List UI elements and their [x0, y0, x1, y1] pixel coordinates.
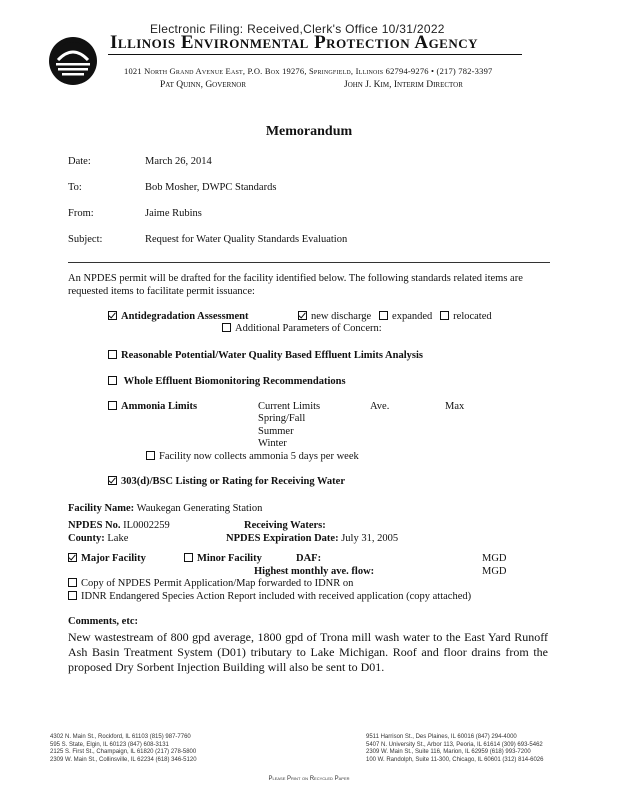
whole-effluent-checkbox[interactable]	[108, 376, 117, 385]
daf-unit: MGD	[482, 553, 507, 564]
additional-parameters-checkbox[interactable]	[222, 323, 231, 332]
footer-left-line: 4302 N. Main St., Rockford, IL 61103 (815) 987-7760	[50, 734, 191, 740]
agency-logo	[48, 36, 98, 86]
to-label: To:	[68, 182, 82, 193]
county-label: County:	[68, 533, 105, 544]
footer-left-line: 2125 S. First St., Champaign, IL 61820 (217) 278-5800	[50, 749, 197, 755]
facility-ammonia-label: Facility now collects ammonia 5 days per week	[159, 451, 359, 462]
footer-right-line: 100 W. Randolph, Suite 11-300, Chicago, IL 60601 (312) 814-6026	[366, 756, 544, 763]
ammonia-label: Ammonia Limits	[121, 401, 198, 412]
footer-right-line: 5407 N. University St., Arbor 113, Peoria, IL 61614 (309) 693-5462	[366, 741, 543, 748]
ammonia-checkbox[interactable]	[108, 401, 117, 410]
npdes-value: IL0002259	[123, 520, 170, 531]
director-name: John J. Kim, Interim Director	[344, 80, 463, 90]
filing-stamp: Electronic Filing: Received,Clerk's Office 10/31/2022	[150, 22, 445, 36]
date-value: March 26, 2014	[145, 156, 212, 167]
intro-text: An NPDES permit will be drafted for the facility identified below. The following standards related items are requested items to facilitate permit issuance:	[68, 273, 523, 297]
county-value: Lake	[107, 533, 129, 544]
npdes-label: NPDES No.	[68, 520, 121, 531]
footer-right-line: 9511 Harrison St., Des Plaines, IL 60016 (847) 294-4000	[366, 734, 517, 740]
facility-name-value: Waukegan Generating Station	[136, 503, 263, 514]
listing-label: 303(d)/BSC Listing or Rating for Receiving Water	[121, 476, 345, 487]
reasonable-potential-checkbox[interactable]	[108, 350, 117, 359]
subject-value: Request for Water Quality Standards Evaluation	[145, 234, 348, 245]
from-value: Jaime Rubins	[145, 208, 202, 219]
comments-label: Comments, etc:	[68, 616, 138, 627]
antidegradation-checkbox[interactable]	[108, 311, 117, 320]
summer-label: Summer	[258, 426, 294, 437]
expanded-label: expanded	[392, 311, 433, 322]
major-facility-checkbox[interactable]	[68, 553, 77, 562]
listing-checkbox[interactable]	[108, 476, 117, 485]
new-discharge-checkbox[interactable]	[298, 311, 307, 320]
expiration-value: July 31, 2005	[341, 533, 399, 544]
footer-right-line: 2309 W. Main St., Suite 116, Marion, IL 62959 (618) 993-7200	[366, 749, 531, 755]
daf-label: DAF:	[296, 553, 322, 564]
minor-facility-label: Minor Facility	[197, 553, 262, 564]
facility-name-label: Facility Name:	[68, 503, 135, 514]
reasonable-potential-label: Reasonable Potential/Water Quality Based Effluent Limits Analysis	[121, 350, 423, 361]
footer-left-line: 2309 W. Main St., Collinsville, IL 62234 (618) 346-5120	[50, 756, 197, 763]
idnr-report-label: IDNR Endangered Species Action Report included with received application (copy attached)	[81, 591, 472, 602]
memo-title: Memorandum	[265, 124, 353, 139]
footer-left-line: 595 S. State, Elgin, IL 60123 (847) 608-3131	[50, 741, 169, 748]
expiration-label: NPDES Expiration Date:	[226, 533, 339, 544]
agency-name: Illinois Environmental Protection Agency	[110, 32, 479, 53]
receiving-waters-label: Receiving Waters:	[244, 520, 326, 531]
antidegradation-label: Antidegradation Assessment	[121, 311, 249, 322]
from-label: From:	[68, 208, 94, 219]
new-discharge-label: new discharge	[311, 311, 372, 322]
relocated-checkbox[interactable]	[440, 311, 449, 320]
winter-label: Winter	[258, 438, 287, 449]
whole-effluent-label: Whole Effluent Biomonitoring Recommendations	[123, 376, 346, 387]
idnr-report-checkbox[interactable]	[68, 591, 77, 600]
max-label: Max	[445, 401, 465, 412]
to-value: Bob Mosher, DWPC Standards	[145, 182, 277, 193]
relocated-label: relocated	[453, 311, 492, 322]
major-facility-label: Major Facility	[81, 553, 146, 564]
copy-permit-label: Copy of NPDES Permit Application/Map forwarded to IDNR on	[81, 578, 354, 589]
highest-flow-label: Highest monthly ave. flow:	[254, 566, 375, 577]
date-label: Date:	[68, 156, 91, 167]
recycled-note: Please Print on Recycled Paper	[268, 776, 350, 782]
copy-permit-checkbox[interactable]	[68, 578, 77, 587]
governor-name: Pat Quinn, Governor	[160, 80, 247, 90]
highest-flow-unit: MGD	[482, 566, 507, 577]
facility-ammonia-checkbox[interactable]	[146, 451, 155, 460]
minor-facility-checkbox[interactable]	[184, 553, 193, 562]
header-rule	[108, 54, 522, 55]
current-limits-label: Current Limits	[258, 401, 321, 412]
ave-label: Ave.	[370, 401, 390, 412]
footer-right	[366, 734, 543, 764]
additional-parameters-label: Additional Parameters of Concern:	[235, 323, 382, 334]
divider	[68, 262, 550, 263]
spring-fall-label: Spring/Fall	[258, 413, 306, 424]
footer-left	[50, 734, 197, 764]
agency-address: 1021 North Grand Avenue East, P.O. Box 19276, Springfield, Illinois 62794-9276 • (217) 782-3397	[124, 66, 493, 76]
comments-text: New wastestream of 800 gpd average, 1800 gpd of Trona mill wash water to the East Yard Runoff Ash Basin Treatment System (D01) tributary to Lake Michigan. Roof and floor drains from the proposed Dry Sorbent Injection Building will also be sent to D01.	[68, 630, 548, 674]
subject-label: Subject:	[68, 234, 103, 245]
expanded-checkbox[interactable]	[379, 311, 388, 320]
